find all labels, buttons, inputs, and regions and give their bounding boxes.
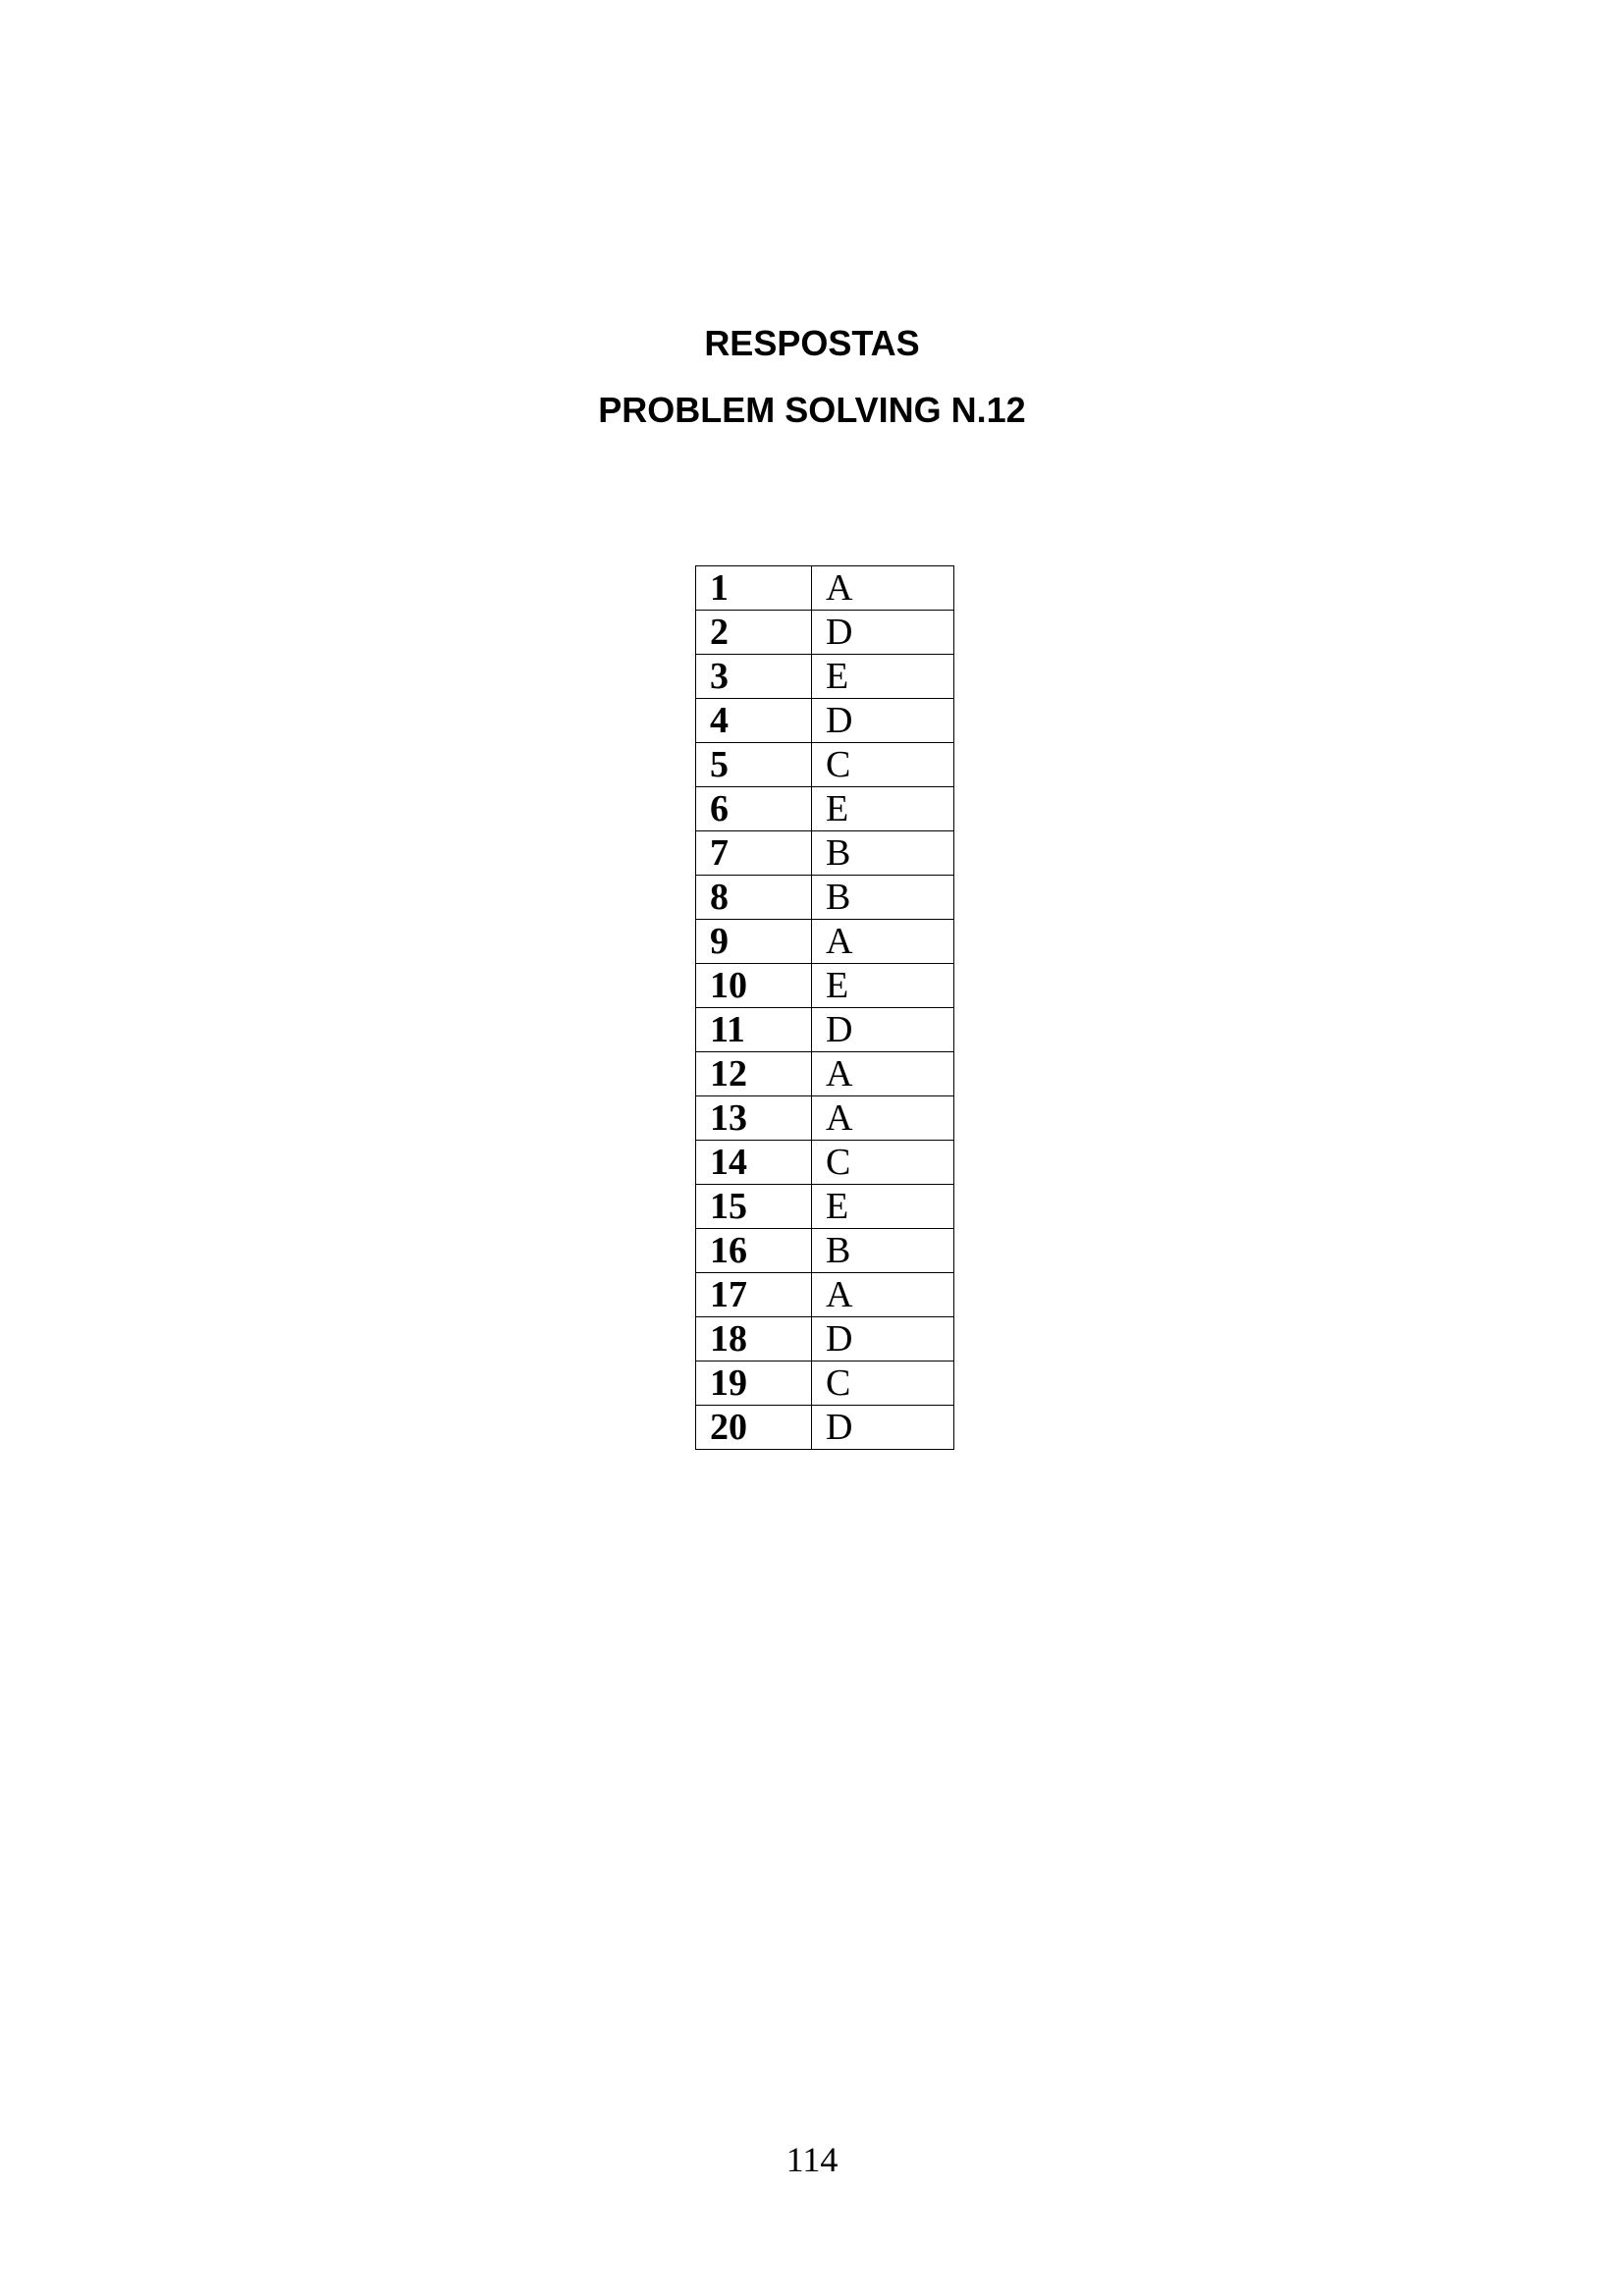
table-row [696,787,954,831]
answer-letter: C [812,1362,954,1406]
question-number: 1 [696,566,812,611]
table-row [696,1317,954,1362]
table-row [696,743,954,787]
answer-letter: C [812,743,954,787]
answer-letter: E [812,787,954,831]
answer-letter: E [812,1185,954,1229]
question-number: 6 [696,787,812,831]
answer-key-table [695,565,954,1450]
question-number: 20 [696,1406,812,1450]
table-row [696,655,954,699]
question-number: 7 [696,831,812,876]
table-row [696,1185,954,1229]
question-number: 15 [696,1185,812,1229]
table-row [696,1008,954,1052]
question-number: 12 [696,1052,812,1096]
table-row [696,566,954,611]
answer-letter: A [812,1096,954,1141]
table-row [696,1141,954,1185]
answer-letter: A [812,1273,954,1317]
question-number: 2 [696,611,812,655]
table-row [696,1052,954,1096]
answer-letter: A [812,1052,954,1096]
answer-letter: A [812,920,954,964]
answer-letter: E [812,655,954,699]
question-number: 16 [696,1229,812,1273]
question-number: 9 [696,920,812,964]
answer-letter: B [812,831,954,876]
table-row [696,920,954,964]
answer-letter: A [812,566,954,611]
answer-letter: E [812,964,954,1008]
table-row [696,1406,954,1450]
answer-letter: C [812,1141,954,1185]
question-number: 17 [696,1273,812,1317]
question-number: 10 [696,964,812,1008]
page-subtitle: PROBLEM SOLVING N.12 [598,390,1026,430]
question-number: 4 [696,699,812,743]
answer-letter: B [812,1229,954,1273]
question-number: 13 [696,1096,812,1141]
table-row [696,831,954,876]
answer-letter: D [812,1008,954,1052]
table-row [696,964,954,1008]
page-title: RESPOSTAS [704,323,920,363]
question-number: 18 [696,1317,812,1362]
table-row [696,611,954,655]
table-row [696,1229,954,1273]
table-row [696,699,954,743]
answer-letter: D [812,1406,954,1450]
question-number: 11 [696,1008,812,1052]
answer-letter: D [812,611,954,655]
question-number: 5 [696,743,812,787]
answer-letter: D [812,699,954,743]
table-row [696,1362,954,1406]
table-row [696,1273,954,1317]
answer-letter: B [812,876,954,920]
question-number: 14 [696,1141,812,1185]
table-row [696,876,954,920]
table-row [696,1096,954,1141]
question-number: 3 [696,655,812,699]
answer-letter: D [812,1317,954,1362]
question-number: 8 [696,876,812,920]
question-number: 19 [696,1362,812,1406]
page-number: 114 [785,2140,839,2179]
